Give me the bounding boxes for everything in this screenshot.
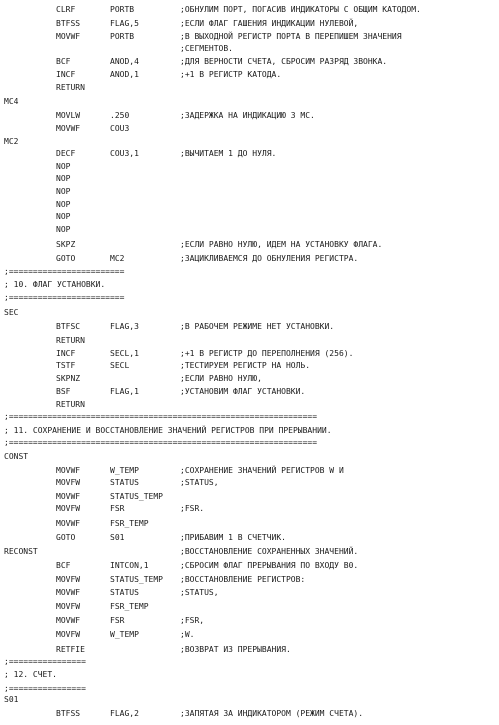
code-line (0, 399, 499, 411)
code-line (0, 253, 499, 265)
code-line (0, 587, 499, 599)
code-operand: FLAG,2 (110, 709, 139, 718)
code-comment: ;ЗАЦИКЛИВАЕМСЯ ДО ОБНУЛЕНИЯ РЕГИСТРА. (180, 254, 359, 263)
code-mnemonic: RETURN (56, 83, 85, 92)
code-line (0, 560, 499, 572)
code-line (0, 373, 499, 385)
code-comment: ;В РАБОЧЕМ РЕЖИМЕ НЕТ УСТАНОВКИ. (180, 322, 335, 331)
code-line (0, 451, 499, 463)
code-line (0, 708, 499, 720)
code-label: ;================ (4, 684, 86, 693)
code-line (0, 348, 499, 360)
code-line (0, 211, 499, 223)
code-operand: FLAG,1 (110, 387, 139, 396)
code-label: ;================================================================ (4, 412, 318, 421)
code-mnemonic: MOVWF (56, 32, 81, 41)
code-line (0, 574, 499, 586)
code-comment: ;В ВЫХОДНОЙ РЕГИСТР ПОРТА В ПЕРЕПИШЕМ ЗНАЧЕНИЯ (180, 32, 402, 41)
code-line (0, 694, 499, 706)
code-line (0, 123, 499, 135)
code-line (0, 110, 499, 122)
code-operand: .250 (110, 111, 130, 120)
code-comment: ;ПРИБАВИМ 1 В СЧЕТЧИК. (180, 533, 286, 542)
code-line (0, 491, 499, 503)
code-line (0, 615, 499, 627)
code-mnemonic: BSF (56, 387, 71, 396)
code-line (0, 546, 499, 558)
code-mnemonic: MOVLW (56, 111, 81, 120)
code-line (0, 411, 499, 423)
code-line (0, 307, 499, 319)
code-mnemonic: NOP (56, 162, 71, 171)
code-line (0, 31, 499, 43)
code-comment: ;СОХРАНЕНИЕ ЗНАЧЕНИЙ РЕГИСТРОВ W И (180, 466, 344, 475)
code-comment: ;W. (180, 630, 195, 639)
code-mnemonic: MOVWF (56, 466, 81, 475)
code-mnemonic: NOP (56, 212, 71, 221)
code-label: MC4 (4, 97, 19, 106)
code-line (0, 18, 499, 30)
code-comment: ;+1 В РЕГИСТР КАТОДА. (180, 70, 282, 79)
code-mnemonic: NOP (56, 225, 71, 234)
code-mnemonic: BTFSS (56, 709, 81, 718)
code-mnemonic: CLRF (56, 5, 76, 14)
code-operand: PORTB (110, 5, 135, 14)
code-mnemonic: NOP (56, 187, 71, 196)
code-mnemonic: SKPZ (56, 240, 76, 249)
code-mnemonic: RETFIE (56, 645, 85, 654)
code-comment: ;ВЫЧИТАЕМ 1 ДО НУЛЯ. (180, 149, 277, 158)
code-line (0, 199, 499, 211)
code-line (0, 148, 499, 160)
code-mnemonic: MOVFW (56, 602, 81, 611)
code-comment: ;FSR. (180, 504, 205, 513)
code-line (0, 96, 499, 108)
code-operand: STATUS_TEMP (110, 492, 163, 501)
code-comment: ;ДЛЯ ВЕРНОСТИ СЧЕТА, СБРОСИМ РАЗРЯД ЗВОНКА. (180, 57, 388, 66)
code-line (0, 136, 499, 148)
code-operand: SECL,1 (110, 349, 139, 358)
code-mnemonic: INCF (56, 70, 76, 79)
code-line (0, 360, 499, 372)
code-comment: ;ЕСЛИ РАВНО НУЛЮ, ИДЕМ НА УСТАНОВКУ ФЛАГА. (180, 240, 383, 249)
code-line (0, 518, 499, 530)
code-line (0, 56, 499, 68)
code-operand: FLAG,3 (110, 322, 139, 331)
code-line (0, 335, 499, 347)
code-mnemonic: MOVWF (56, 588, 81, 597)
code-operand: FSR (110, 504, 125, 513)
code-operand: W_TEMP (110, 630, 139, 639)
code-mnemonic: RETURN (56, 336, 85, 345)
code-line (0, 266, 499, 278)
code-comment: ;FSR, (180, 616, 205, 625)
code-line (0, 4, 499, 16)
code-line (0, 69, 499, 81)
code-label: S01 (4, 695, 19, 704)
code-operand: STATUS (110, 588, 139, 597)
code-line (0, 477, 499, 489)
code-line (0, 532, 499, 544)
code-operand: STATUS (110, 478, 139, 487)
code-comment: ;УСТАНОВИМ ФЛАГ УСТАНОВКИ. (180, 387, 306, 396)
code-comment: ;ОБНУЛИМ ПОРТ, ПОГАСИВ ИНДИКАТОРЫ С ОБЩИМ КАТОДОМ. (180, 5, 421, 14)
code-line (0, 224, 499, 236)
code-mnemonic: TSTF (56, 361, 76, 370)
code-mnemonic: MOVFW (56, 478, 81, 487)
code-label: ;======================== (4, 293, 125, 302)
code-mnemonic: MOVFW (56, 504, 81, 513)
code-line (0, 503, 499, 515)
code-mnemonic: MOVFW (56, 575, 81, 584)
code-label: ;================================================================ (4, 438, 318, 447)
code-comment: ;ЕСЛИ ФЛАГ ГАШЕНИЯ ИНДИКАЦИИ НУЛЕВОЙ, (180, 19, 359, 28)
code-line (0, 644, 499, 656)
code-label: ; 10. ФЛАГ УСТАНОВКИ. (4, 280, 106, 289)
code-line (0, 629, 499, 641)
code-comment: ;СБРОСИМ ФЛАГ ПРЕРЫВАНИЯ ПО ВХОДУ В0. (180, 561, 359, 570)
code-operand: FSR_TEMP (110, 602, 149, 611)
code-comment: ;СЕГМЕНТОВ. (180, 44, 233, 53)
code-line (0, 173, 499, 185)
code-operand: FSR_TEMP (110, 519, 149, 528)
code-label: ; 11. СОХРАНЕНИЕ И ВОССТАНОВЛЕНИЕ ЗНАЧЕНИЙ РЕГИСТРОВ ПРИ ПРЕРЫВАНИИ. (4, 426, 332, 435)
code-comment: ;ТЕСТИРУЕМ РЕГИСТР НА НОЛЬ. (180, 361, 311, 370)
code-comment: ;ВОССТАНОВЛЕНИЕ СОХРАНЕННЫХ ЗНАЧЕНИЙ. (180, 547, 359, 556)
code-label: ;======================== (4, 267, 125, 276)
code-line (0, 601, 499, 613)
code-line (0, 465, 499, 477)
code-operand: FSR (110, 616, 125, 625)
code-line (0, 43, 499, 55)
code-mnemonic: BCF (56, 57, 71, 66)
code-comment: ;STATUS, (180, 588, 219, 597)
code-mnemonic: SKPNZ (56, 374, 81, 383)
code-mnemonic: GOTO (56, 533, 76, 542)
code-operand: ANOD,1 (110, 70, 139, 79)
code-operand: S01 (110, 533, 125, 542)
code-operand: MC2 (110, 254, 125, 263)
code-operand: W_TEMP (110, 466, 139, 475)
code-line (0, 669, 499, 681)
code-mnemonic: MOVWF (56, 519, 81, 528)
code-comment: ;ВОЗВРАТ ИЗ ПРЕРЫВАНИЯ. (180, 645, 291, 654)
code-line (0, 186, 499, 198)
code-mnemonic: MOVFW (56, 630, 81, 639)
code-line (0, 386, 499, 398)
code-operand: ANOD,4 (110, 57, 139, 66)
code-operand: COU3 (110, 124, 130, 133)
code-mnemonic: MOVWF (56, 492, 81, 501)
code-line (0, 321, 499, 333)
code-mnemonic: NOP (56, 174, 71, 183)
code-comment: ;STATUS, (180, 478, 219, 487)
code-operand: SECL (110, 361, 130, 370)
code-mnemonic: MOVWF (56, 124, 81, 133)
code-mnemonic: GOTO (56, 254, 76, 263)
code-label: ; 12. СЧЕТ. (4, 670, 57, 679)
code-line (0, 239, 499, 251)
code-label: SEC (4, 308, 19, 317)
code-comment: ;+1 В РЕГИСТР ДО ПЕРЕПОЛНЕНИЯ (256). (180, 349, 354, 358)
code-comment: ;ЗАДЕРЖКА НА ИНДИКАЦИЮ 3 МС. (180, 111, 315, 120)
code-mnemonic: BTFSS (56, 19, 81, 28)
code-line (0, 279, 499, 291)
code-line (0, 425, 499, 437)
code-label: RECONST (4, 547, 38, 556)
code-mnemonic: BCF (56, 561, 71, 570)
code-line (0, 292, 499, 304)
code-line (0, 161, 499, 173)
code-line (0, 82, 499, 94)
code-label: CONST (4, 452, 29, 461)
code-line (0, 656, 499, 668)
code-operand: COU3,1 (110, 149, 139, 158)
code-operand: FLAG,5 (110, 19, 139, 28)
code-mnemonic: RETURN (56, 400, 85, 409)
code-operand: PORTB (110, 32, 135, 41)
code-comment: ;ЗАПЯТАЯ ЗА ИНДИКАТОРОМ (РЕЖИМ СЧЕТА). (180, 709, 364, 718)
code-comment: ;ЕСЛИ РАВНО НУЛЮ, (180, 374, 262, 383)
code-label: ;================ (4, 657, 86, 666)
code-mnemonic: INCF (56, 349, 76, 358)
code-line (0, 437, 499, 449)
code-mnemonic: DECF (56, 149, 76, 158)
code-mnemonic: MOVWF (56, 616, 81, 625)
code-mnemonic: NOP (56, 200, 71, 209)
code-operand: INTCON,1 (110, 561, 149, 570)
code-comment: ;ВОССТАНОВЛЕНИЕ РЕГИСТРОВ: (180, 575, 306, 584)
code-operand: STATUS_TEMP (110, 575, 163, 584)
code-label: MC2 (4, 137, 19, 146)
code-mnemonic: BTFSC (56, 322, 81, 331)
